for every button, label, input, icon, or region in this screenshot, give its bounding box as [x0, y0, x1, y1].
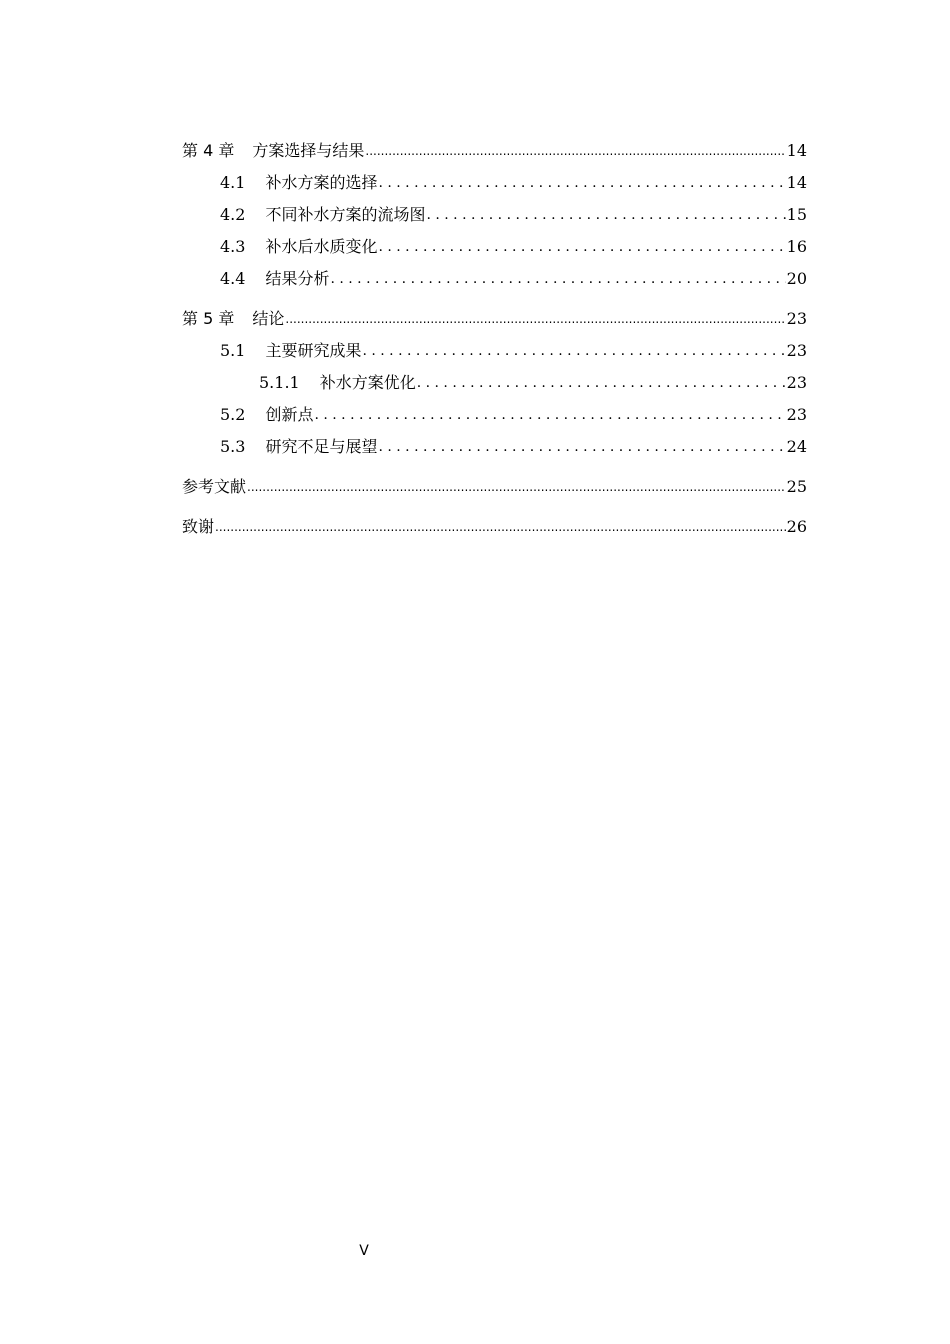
toc-entry-page: 14	[786, 173, 807, 192]
toc-entry-number: 5.2	[220, 405, 246, 424]
toc-entry-5-1-1[interactable]	[182, 367, 807, 399]
toc-entry-number: 第 5 章	[182, 309, 235, 328]
toc-entry-number: 5.1.1	[259, 373, 300, 392]
toc-entry-title: 结论	[252, 309, 285, 328]
dot-leader	[330, 262, 785, 295]
dot-leader	[285, 302, 785, 335]
dot-leader	[378, 230, 785, 263]
toc-entry-4-3[interactable]	[182, 231, 807, 263]
toc-entry-4-4[interactable]	[182, 263, 807, 295]
toc-entry-title: 创新点	[265, 405, 314, 424]
toc-entry-title: 结果分析	[265, 269, 330, 288]
dot-leader	[378, 430, 785, 463]
toc-entry-number: 4.2	[220, 205, 246, 224]
toc-entry-title: 参考文献	[182, 477, 247, 496]
toc-entry-title: 不同补水方案的流场图	[265, 205, 426, 224]
toc-entry-number: 4.3	[220, 237, 246, 256]
toc-entry-page: 14	[786, 141, 807, 160]
toc-entry-page: 16	[786, 237, 807, 256]
toc-entry-references[interactable]	[182, 471, 807, 503]
toc-entry-page: 23	[786, 309, 807, 328]
toc-entry-number: 5.1	[220, 341, 246, 360]
toc-entry-page: 23	[786, 341, 807, 360]
toc-entry-5-3[interactable]	[182, 431, 807, 463]
dot-leader	[314, 398, 785, 431]
toc-entry-page: 15	[786, 205, 807, 224]
toc-entry-chapter-5[interactable]	[182, 303, 807, 335]
table-of-contents	[182, 135, 807, 543]
toc-entry-4-1[interactable]	[182, 167, 807, 199]
toc-entry-title: 致谢	[182, 517, 215, 536]
toc-entry-title: 主要研究成果	[265, 341, 362, 360]
toc-entry-title: 研究不足与展望	[265, 437, 378, 456]
toc-entry-chapter-4[interactable]	[182, 135, 807, 167]
toc-entry-page: 20	[786, 269, 807, 288]
toc-entry-page: 26	[786, 517, 807, 536]
dot-leader	[247, 470, 786, 503]
dot-leader	[417, 366, 786, 399]
toc-entry-4-2[interactable]	[182, 199, 807, 231]
toc-entry-5-1[interactable]	[182, 335, 807, 367]
toc-entry-acknowledgements[interactable]	[182, 511, 807, 543]
toc-entry-title: 补水后水质变化	[265, 237, 378, 256]
page-number-footer: V	[359, 1243, 369, 1259]
dot-leader	[362, 334, 785, 367]
toc-entry-title: 补水方案的选择	[265, 173, 378, 192]
dot-leader	[426, 198, 785, 231]
toc-entry-number: 5.3	[220, 437, 246, 456]
toc-entry-page: 24	[786, 437, 807, 456]
dot-leader	[378, 166, 785, 199]
toc-entry-number: 4.4	[220, 269, 246, 288]
toc-entry-page: 23	[786, 373, 807, 392]
toc-entry-page: 23	[786, 405, 807, 424]
toc-entry-5-2[interactable]	[182, 399, 807, 431]
toc-entry-number: 4.1	[220, 173, 246, 192]
dot-leader	[365, 134, 785, 167]
toc-entry-title: 补水方案优化	[319, 373, 416, 392]
toc-entry-number: 第 4 章	[182, 141, 235, 160]
dot-leader	[215, 510, 786, 543]
toc-entry-page: 25	[786, 477, 807, 496]
toc-entry-title: 方案选择与结果	[252, 141, 365, 160]
